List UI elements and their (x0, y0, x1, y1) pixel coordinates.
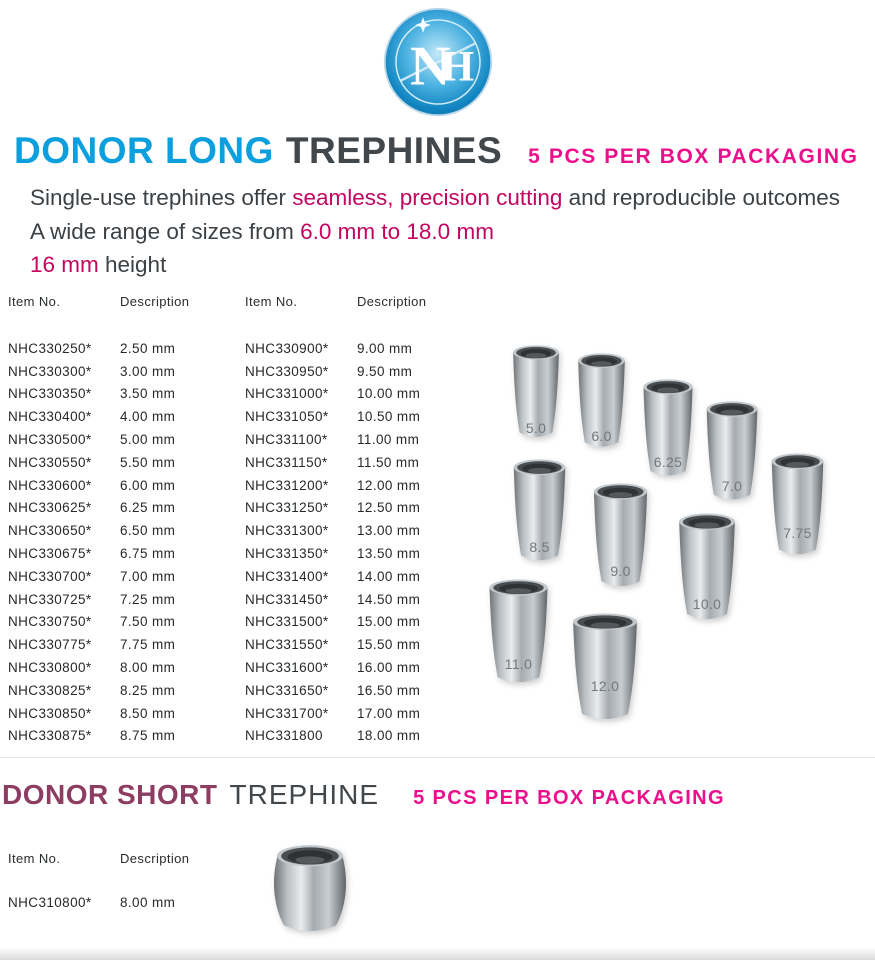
table-row (245, 565, 475, 588)
item-no: NHC330850* (8, 705, 92, 721)
table-row (8, 891, 238, 914)
trephine-cylinder-graphic (566, 612, 644, 725)
description: 8.00 mm (120, 894, 176, 910)
description: 8.25 mm (120, 682, 176, 698)
short-section-heading (2, 779, 725, 811)
item-no-header: Item No. (245, 294, 298, 309)
description: 2.50 mm (120, 340, 176, 356)
short-trephine-photo (266, 842, 354, 939)
logo-letter-h: H (440, 43, 474, 91)
table-row (8, 405, 238, 428)
description: 5.50 mm (120, 454, 176, 470)
table-row (8, 497, 238, 520)
desc-line2-a: A wide range of sizes from (30, 218, 301, 244)
item-no: NHC331150* (245, 454, 328, 470)
table-row (245, 360, 475, 383)
item-no: NHC330750* (8, 614, 92, 630)
item-no: NHC331550* (245, 637, 329, 653)
item-no-header: Item No. (8, 294, 61, 309)
item-no: NHC331000* (245, 386, 329, 402)
table-row (245, 497, 475, 520)
item-no: NHC330775* (8, 637, 92, 653)
size-label: 8.5 (529, 539, 550, 555)
table-row (245, 679, 475, 702)
trephine-product (766, 452, 829, 560)
description: 14.00 mm (357, 568, 421, 584)
long-title-secondary: TREPHINES (285, 130, 503, 171)
table-row (245, 725, 475, 748)
description: 3.50 mm (120, 386, 176, 402)
trephine-product (673, 512, 741, 625)
description: 13.00 mm (357, 523, 421, 539)
description: 7.75 mm (120, 637, 176, 653)
item-no: NHC330250* (8, 340, 92, 356)
description: 17.00 mm (357, 705, 421, 721)
table-header (245, 294, 475, 310)
description: 10.00 mm (357, 386, 421, 402)
desc-line1-highlight: seamless, precision cutting (292, 185, 563, 210)
table-row (245, 451, 475, 474)
trephine-product (588, 482, 653, 592)
description: 9.00 mm (357, 340, 413, 356)
desc-line-1 (30, 181, 840, 215)
trephine-product (508, 344, 564, 442)
desc-line1-c: and reproducible outcomes (562, 185, 841, 210)
desc-line-2 (30, 215, 840, 249)
description: 3.00 mm (120, 363, 176, 379)
item-no-header: Item No. (8, 851, 61, 866)
trephine-product (566, 612, 644, 725)
size-label: 7.0 (721, 477, 743, 494)
long-section-heading (14, 130, 859, 172)
description: 14.50 mm (357, 591, 421, 607)
description: 6.00 mm (120, 477, 176, 493)
trephine-product (701, 400, 763, 505)
table-row (8, 588, 238, 611)
table-row (8, 428, 238, 451)
table-body (245, 337, 475, 747)
table-row (8, 360, 238, 383)
table-body (8, 337, 238, 747)
description: 18.00 mm (357, 728, 421, 744)
company-logo (382, 6, 494, 118)
description: 16.50 mm (357, 682, 421, 698)
item-no: NHC330500* (8, 432, 92, 448)
trephine-product (483, 578, 554, 688)
description: 8.75 mm (120, 728, 176, 744)
table-row (245, 656, 475, 679)
table-row (245, 542, 475, 565)
item-no: NHC331400* (245, 568, 329, 584)
table-row (8, 656, 238, 679)
item-no: NHC331350* (245, 546, 329, 562)
table-row (245, 405, 475, 428)
description-header: Description (357, 294, 427, 309)
trephine-product (508, 458, 571, 566)
item-no: NHC331600* (245, 660, 329, 676)
logo-letter-n: N (409, 35, 450, 98)
table-row (8, 383, 238, 406)
trephine-cylinder-graphic (766, 452, 829, 560)
description: 8.00 mm (120, 660, 176, 676)
item-no: NHC331700* (245, 705, 329, 721)
table-row (8, 451, 238, 474)
desc-line-3 (30, 248, 840, 282)
item-no: NHC331250* (245, 500, 329, 516)
item-no: NHC330350* (8, 386, 92, 402)
description: 6.75 mm (120, 546, 176, 562)
table-row (8, 542, 238, 565)
table-row (8, 565, 238, 588)
item-no: NHC330900* (245, 340, 329, 356)
item-no: NHC330950* (245, 363, 329, 379)
item-no: NHC331800 (245, 728, 323, 744)
item-no: NHC331300* (245, 523, 329, 539)
logo-graphic (382, 6, 494, 118)
item-no: NHC330550* (8, 454, 92, 470)
short-trephine-graphic (266, 842, 354, 939)
item-no: NHC330700* (8, 568, 92, 584)
item-no: NHC330675* (8, 546, 92, 562)
trephine-product (638, 378, 698, 481)
description-header: Description (120, 294, 190, 309)
long-size-table-right (245, 294, 475, 747)
table-header (8, 851, 238, 867)
description: 7.50 mm (120, 614, 176, 630)
description-header: Description (120, 851, 190, 866)
item-no: NHC331100* (245, 432, 328, 448)
item-no: NHC330400* (8, 409, 92, 425)
description: 7.00 mm (120, 568, 176, 584)
short-title-primary: DONOR SHORT (2, 779, 218, 810)
description: 15.50 mm (357, 637, 421, 653)
item-no: NHC330800* (8, 660, 92, 676)
item-no: NHC310800* (8, 894, 92, 910)
table-row (8, 474, 238, 497)
table-row (8, 519, 238, 542)
trephine-product (573, 352, 630, 452)
table-row (8, 633, 238, 656)
item-no: NHC331200* (245, 477, 329, 493)
size-label: 9.0 (610, 563, 631, 580)
table-row (8, 725, 238, 748)
item-no: NHC330825* (8, 682, 92, 698)
table-row (245, 337, 475, 360)
table-row (245, 702, 475, 725)
size-label: 10.0 (692, 595, 722, 612)
description: 8.50 mm (120, 705, 176, 721)
item-no: NHC330300* (8, 363, 92, 379)
page-bottom-shadow (0, 947, 875, 960)
long-trephines-photo (470, 332, 870, 732)
item-no: NHC330650* (8, 523, 92, 539)
short-size-table (8, 851, 238, 914)
desc-line3-c: height (98, 252, 167, 277)
description: 4.00 mm (120, 409, 176, 425)
item-no: NHC331500* (245, 614, 329, 630)
size-label: 11.0 (504, 656, 533, 673)
table-row (245, 428, 475, 451)
table-row (245, 611, 475, 634)
size-label: 12.0 (590, 677, 620, 694)
desc-line1-a: Single-use trephines offer (30, 185, 293, 210)
description: 6.50 mm (120, 523, 176, 539)
short-title-secondary: TREPHINE (229, 779, 380, 810)
table-row (245, 519, 475, 542)
table-body (8, 891, 238, 914)
size-label: 6.0 (591, 428, 612, 444)
table-row (245, 474, 475, 497)
table-row (245, 633, 475, 656)
description: 12.00 mm (357, 477, 421, 493)
description: 16.00 mm (357, 660, 421, 676)
section-divider (0, 757, 875, 758)
long-description (30, 181, 840, 282)
item-no: NHC330875* (8, 728, 92, 744)
size-label: 6.25 (653, 454, 683, 471)
table-row (245, 383, 475, 406)
item-no: NHC331450* (245, 591, 329, 607)
table-header (8, 294, 238, 310)
long-size-table-left (8, 294, 238, 747)
description: 10.50 mm (357, 409, 421, 425)
description: 5.00 mm (120, 432, 176, 448)
description: 13.50 mm (357, 546, 421, 562)
table-row (8, 337, 238, 360)
description: 7.25 mm (120, 591, 176, 607)
size-label: 5.0 (525, 420, 547, 437)
description: 11.50 mm (357, 454, 420, 470)
description: 6.25 mm (120, 500, 176, 516)
long-title-primary: DONOR LONG (14, 130, 274, 171)
item-no: NHC331650* (245, 682, 329, 698)
description: 11.00 mm (357, 432, 420, 448)
long-packaging-note: 5 PCS PER BOX PACKAGING (528, 145, 859, 168)
description: 15.00 mm (357, 614, 421, 630)
table-row (8, 611, 238, 634)
table-row (8, 679, 238, 702)
size-label: 7.75 (783, 525, 812, 542)
item-no: NHC330725* (8, 591, 92, 607)
desc-line2-highlight: 6.0 mm to 18.0 mm (300, 218, 494, 244)
description: 12.50 mm (357, 500, 421, 516)
table-row (8, 702, 238, 725)
description: 9.50 mm (357, 363, 413, 379)
short-packaging-note: 5 PCS PER BOX PACKAGING (413, 787, 725, 809)
desc-line3-highlight: 16 mm (30, 252, 99, 277)
table-row (245, 588, 475, 611)
item-no: NHC330625* (8, 500, 92, 516)
item-no: NHC330600* (8, 477, 92, 493)
item-no: NHC331050* (245, 409, 329, 425)
